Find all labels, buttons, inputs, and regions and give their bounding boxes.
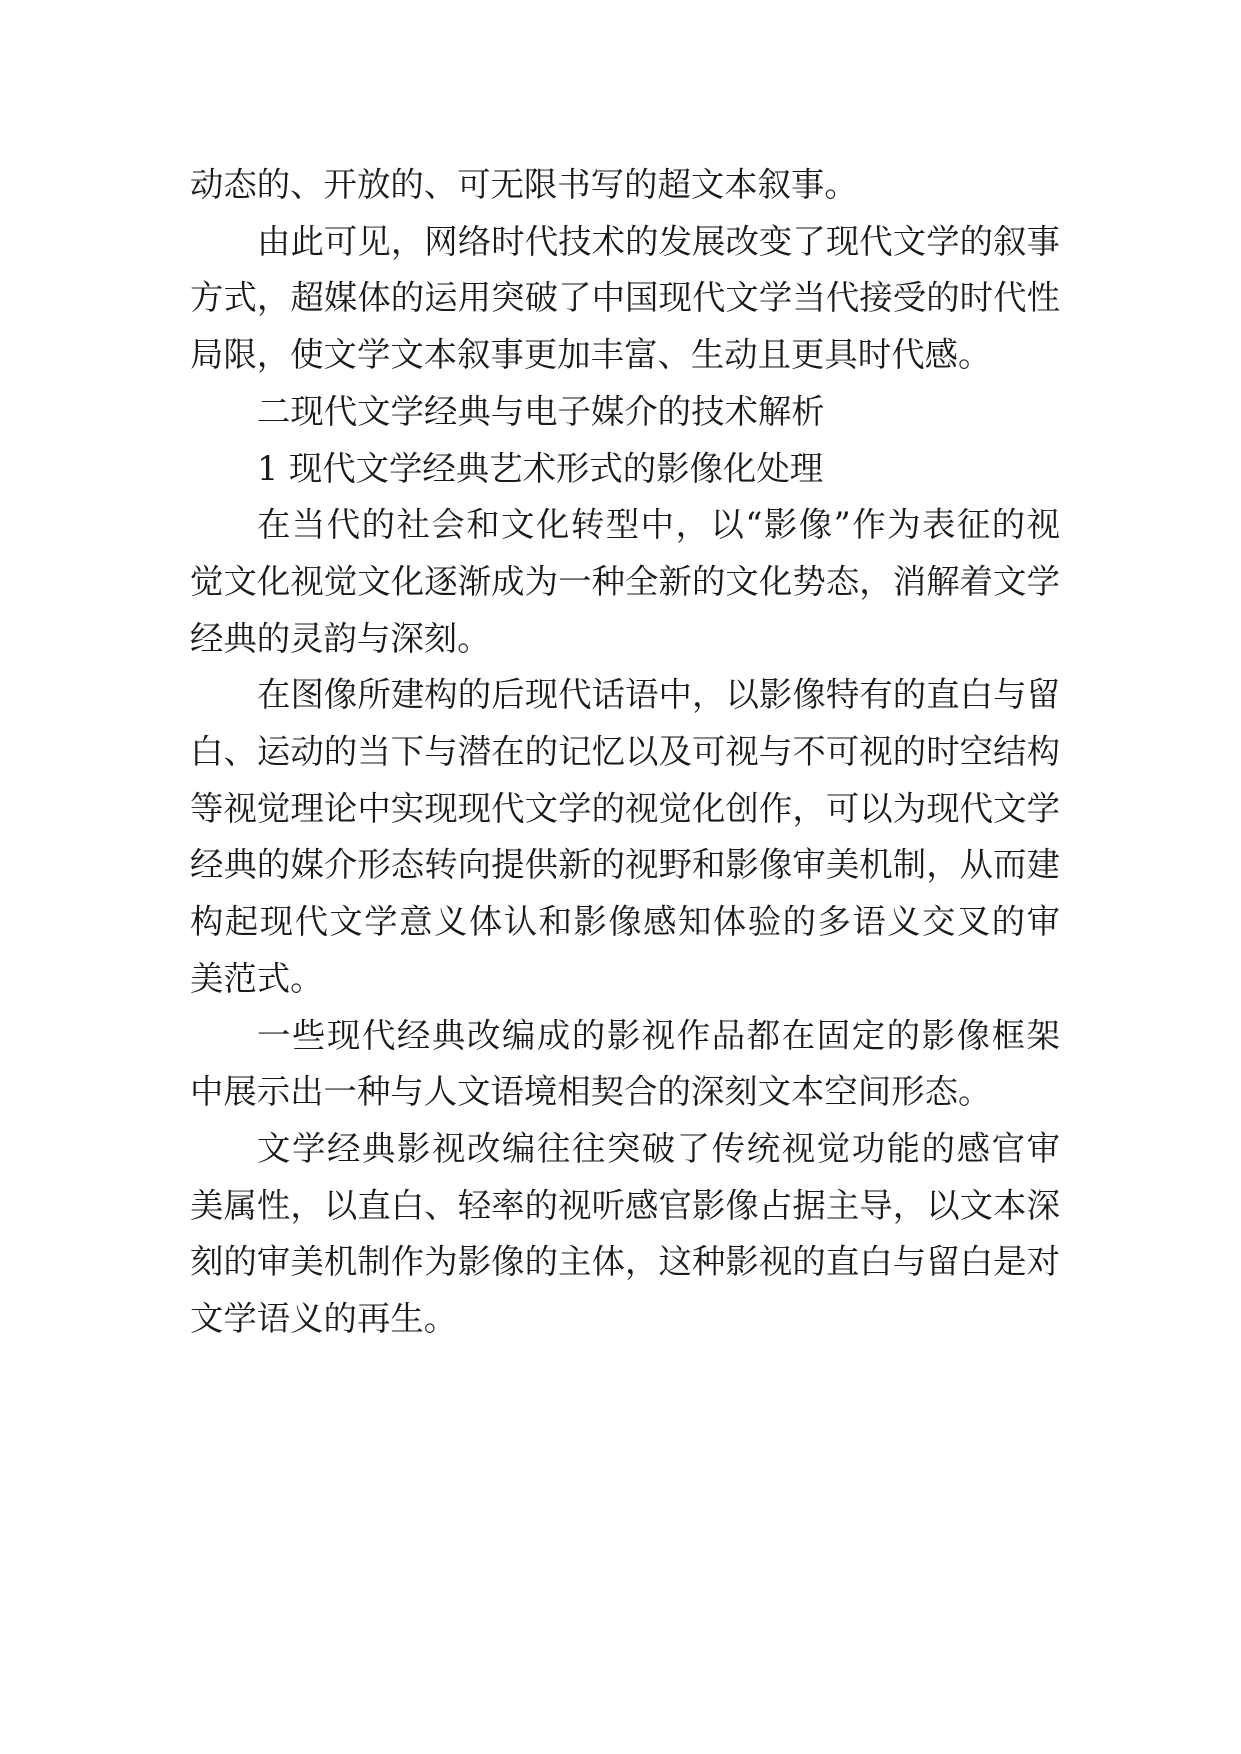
text-line: 二现代文学经典与电子媒介的技术解析 <box>257 391 825 431</box>
paragraph <box>190 497 1060 667</box>
text-line: 中展示出一种与人文语境相契合的深刻文本空间形态。 <box>190 1072 992 1112</box>
text-line: 觉文化视觉文化逐渐成为一种全新的文化势态，消解着文学 <box>190 561 1060 601</box>
text-line: 在当代的社会和文化转型中，以“影像”作为表征的视 <box>257 505 1060 545</box>
paragraph <box>190 384 1060 441</box>
text-line: 动态的、开放的、可无限书写的超文本叙事。 <box>190 165 858 204</box>
text-line: 构起现代文学意义体认和影像感知体验的多语义交叉的审 <box>190 902 1060 942</box>
text-line: 白、运动的当下与潜在的记忆以及可视与不可视的时空结构 <box>190 732 1060 772</box>
text-line: 一些现代经典改编成的影视作品都在固定的影像框架 <box>257 1015 1060 1055</box>
text-line: 在图像所建构的后现代话语中，以影像特有的直白与留 <box>257 675 1060 715</box>
document-body <box>190 157 1060 1348</box>
paragraph <box>190 1008 1060 1121</box>
text-line: 刻的审美机制作为影像的主体，这种影视的直白与留白是对 <box>190 1242 1060 1282</box>
text-line: 等视觉理论中实现现代文学的视觉化创作，可以为现代文学 <box>190 788 1060 828</box>
text-line: 美范式。 <box>190 958 324 998</box>
paragraph <box>190 214 1060 384</box>
text-line: 由此可见，网络时代技术的发展改变了现代文学的叙事 <box>257 221 1060 261</box>
text-line: 美属性，以直白、轻率的视听感官影像占据主导，以文本深 <box>190 1185 1060 1225</box>
text-line: 方式，超媒体的运用突破了中国现代文学当代接受的时代性 <box>190 278 1060 318</box>
text-line: 经典的媒介形态转向提供新的视野和影像审美机制，从而建 <box>190 845 1060 885</box>
paragraph <box>190 667 1060 1007</box>
paragraph <box>190 1121 1060 1348</box>
paragraph <box>190 441 1060 498</box>
text-line: 局限，使文学文本叙事更加丰富、生动且更具时代感。 <box>190 335 992 375</box>
text-line: 1 现代文学经典艺术形式的影像化处理 <box>257 448 824 488</box>
paragraph <box>190 157 1060 214</box>
text-line: 经典的灵韵与深刻。 <box>190 618 491 658</box>
text-line: 文学经典影视改编往往突破了传统视觉功能的感官审 <box>257 1128 1060 1168</box>
text-line: 文学语义的再生。 <box>190 1299 458 1339</box>
